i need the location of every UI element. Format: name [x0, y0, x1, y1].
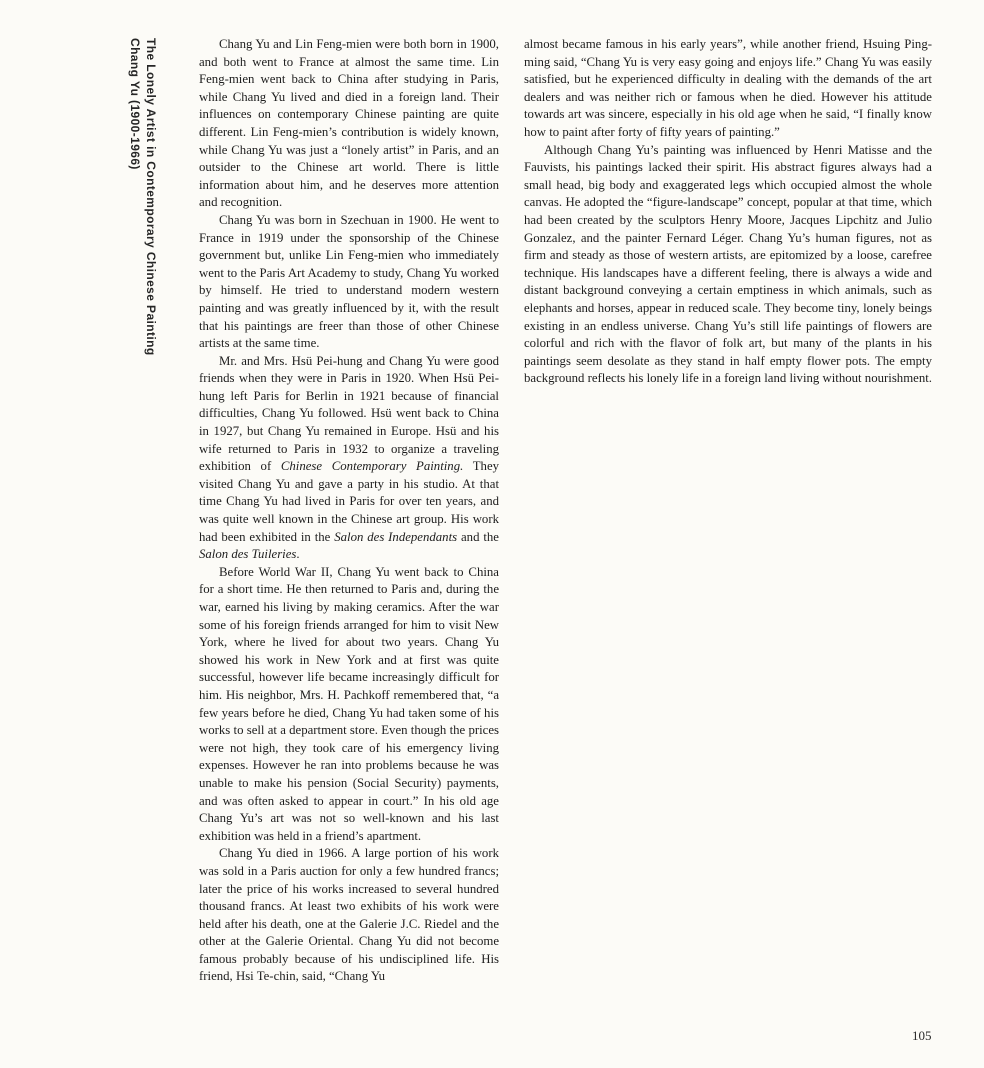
- right-column: [524, 36, 932, 388]
- page-number: 105: [912, 1028, 932, 1043]
- text-segment: Although Chang Yu’s painting was influenced by Henri Matisse and the Fauvists, his paintings lacked their spirit. His abstract figures always had a small head, big body and exaggerated legs which occupied almost the whole canvas. He adopted the “figure-landscape” concept, popular at that time, which had been created by the sculptors Henry Moore, Jacques Lipchitz and Julio Gonzalez, and the painter Fernard Léger. Chang Yu’s human figures, not as firm and steady as those of western artists, are epitomized by a loose, carefree technique. His landscapes have a different feeling, there is always a wide and distant background conveying a certain emptiness in which animals, such as elephants and horses, appear in reduced scale. They become tiny, lonely beings existing in an endless universe. Chang Yu’s still life paintings of flowers are colorful and rich with the flavor of folk art, but many of the plants in his paintings seem desolate as they stand in half empty flower pots. The empty background reflects his lonely life in a foreign land living without nourishment.: [524, 142, 932, 386]
- text-segment: Chang Yu died in 1966. A large portion of his work was sold in a Paris auction for only a few hundred francs; later the price of his works increased to several hundred thousand francs. At least two exhibits of his work were held after his death, one at the Galerie J.C. Riedel and the other at the Galerie Oriental. Chang Yu did not become famous probably because of his undisciplined life. His friend, Hsi Te-chin, said, “Chang Yu: [199, 846, 499, 984]
- sidebar-title-name: Chang Yu (1900-1966): [128, 38, 142, 170]
- paragraph: [524, 142, 932, 388]
- text-segment: almost became famous in his early years”, while another friend, Hsuing Ping-ming said, “Chang Yu is very easy going and enjoys life.” Chang Yu was easily satisfied, but he experienced difficulty in dealing with the demands of the art dealers and was neither rich or famous when he died. However his attitude towards art was sincere, especially in his old age when he said, “I finally know how to paint after forty of fifty years of painting.”: [524, 37, 932, 139]
- text-segment: .: [296, 547, 300, 562]
- text-segment: Salon des Independants: [334, 529, 458, 544]
- sidebar-title-subtitle: The Lonely Artist in Contemporary Chinese Painting: [144, 38, 158, 356]
- text-segment: Salon des Tuileries: [199, 547, 297, 562]
- text-segment: Mr. and Mrs. Hsü Pei-hung and Chang Yu were good friends when they were in Paris in 1920. When Hsü Pei-hung left Paris for Berlin in 1921 because of financial difficulties, Chang Yu followed. Hsü went back to China in 1927, but Chang Yu remained in Europe. Hsü and his wife returned to Paris in 1932 to organize a traveling exhibition of: [199, 353, 499, 474]
- text-segment: Chinese Contemporary Painting.: [280, 459, 464, 474]
- sidebar-title: [127, 38, 159, 356]
- paragraph: [199, 845, 499, 986]
- text-segment: Before World War II, Chang Yu went back to China for a short time. He then returned to Paris and, during the war, earned his living by making ceramics. After the war some of his foreign friends arranged for him to visit New York, where he lived for about two years. Chang Yu showed his work in New York and at first was quite successful, however life became increasingly difficult for him. His neighbor, Mrs. H. Pachkoff remembered that, “a few years before he died, Chang Yu had taken some of his works to sell at a department store. Even though the prices were not high, they took care of his emergency living expenses. However he ran into problems because he was unable to make his pension (Social Security) payments, and was often asked to appear in court.” In his old age Chang Yu’s art was not so well-known and his last exhibition was held in a friend’s apartment.: [199, 564, 499, 843]
- paragraph: [199, 212, 499, 353]
- text-segment: and the: [457, 529, 499, 544]
- paragraph: [199, 36, 499, 212]
- paragraph: [199, 564, 499, 846]
- paragraph: [199, 353, 499, 564]
- left-column: [199, 36, 499, 986]
- paragraph: [524, 36, 932, 142]
- text-segment: Chang Yu was born in Szechuan in 1900. He went to France in 1919 under the sponsorship of the Chinese government but, unlike Lin Feng-mien who immediately went to the Paris Art Academy to study, Chang Yu worked by himself. He tried to understand modern western painting and was greatly influenced by it, with the result that his paintings are freer than those of other Chinese artists at the same time.: [199, 212, 499, 351]
- text-segment: They visited Chang Yu and gave a party in his studio. At that time Chang Yu had lived in Paris for over ten years, and was quite well known in the Chinese art group. His work had been exhibited in the: [199, 459, 500, 544]
- text-segment: Chang Yu and Lin Feng-mien were both born in 1900, and both went to France at almost the same time. Lin Feng-mien went back to China after studying in Paris, while Chang Yu lived and died in a foreign land. Their influences on contemporary Chinese painting are quite different. Lin Feng-mien’s contribution is widely known, while Chang Yu was just a “lonely artist” in Paris, and an outsider to the Chinese art world. There is little information about him, and he deserves more attention and recognition.: [199, 37, 499, 210]
